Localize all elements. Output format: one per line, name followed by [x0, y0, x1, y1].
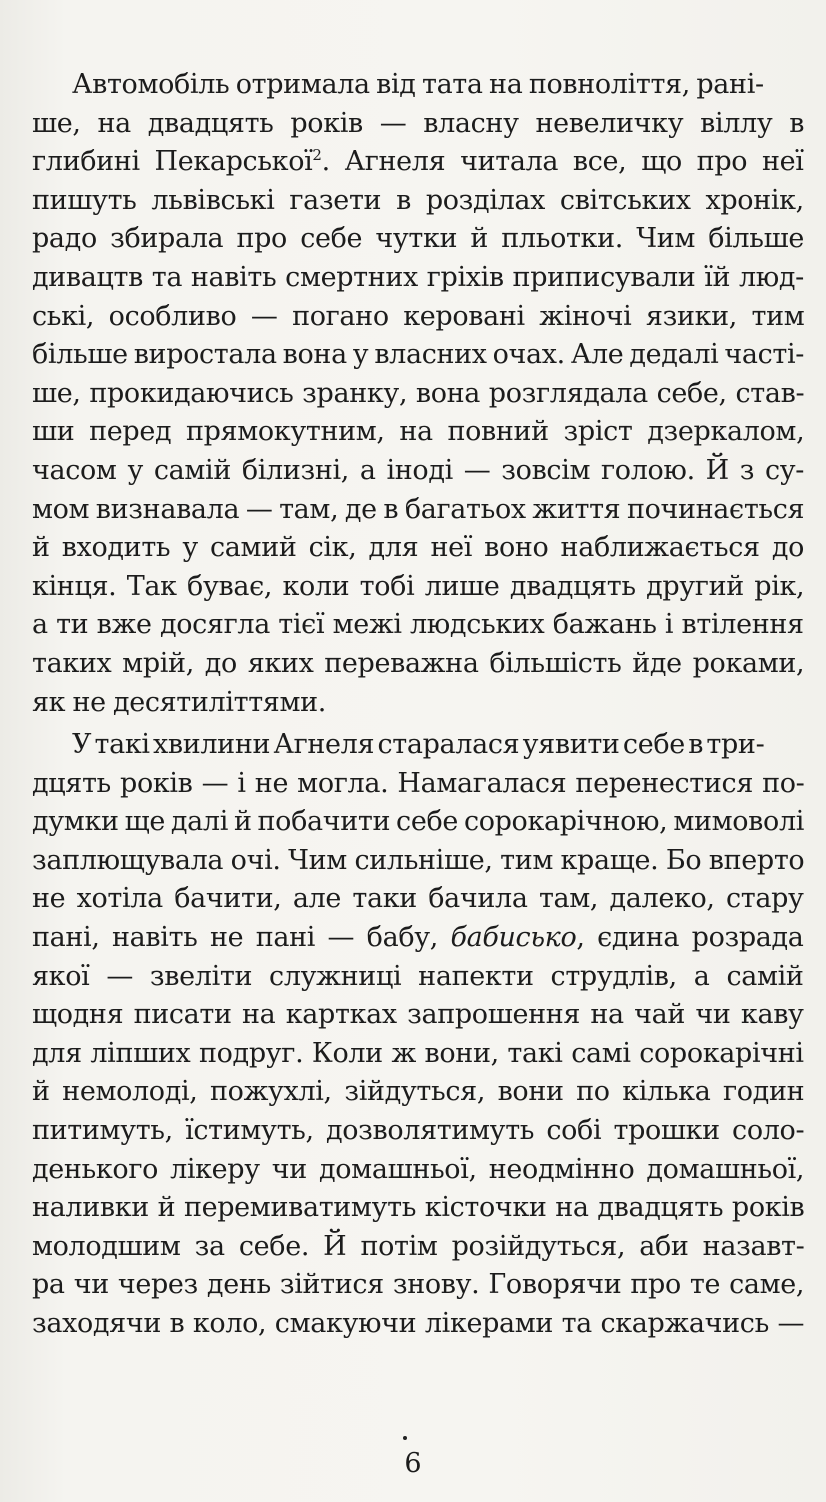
text-line: ши перед прямокутним, на повний зріст дзеркалом,: [32, 416, 805, 448]
text-line: денького лікеру чи домашньої, неодмінно домашньої,: [32, 1153, 805, 1185]
text-line: молодшим за себе. Й потім розійдуться, аби назавт-: [32, 1230, 805, 1262]
text-line: питимуть, їстимуть, дозволятимуть собі трошки соло-: [32, 1115, 805, 1147]
text-line: ські, особливо — погано керовані жіночі язики, тим: [32, 300, 805, 332]
text-line: думки ще далі й побачити себе сорокарічною, мимоволі: [32, 806, 805, 838]
text-fragment: пані, навіть не пані — бабу,: [32, 922, 439, 954]
text-line: не хотіла бачити, але таки бачила там, далеко, стару: [32, 883, 804, 915]
ink-dot: [403, 1436, 407, 1440]
text-fragment: , єдина розрада: [576, 922, 804, 954]
text-line: Автомобіль отримала від тата на повноліття, рані-: [72, 69, 764, 100]
text-line: як не десятиліттями.: [32, 686, 327, 718]
text-line: ше, на двадцять років — власну невеличку віллу в: [32, 107, 805, 139]
text-line: наливки й перемиватимуть кісточки на двадцять років: [32, 1192, 805, 1224]
italic-word: бабисько: [450, 922, 577, 954]
text-line: заплющувала очі. Чим сильніше, тим краще. Бо вперто: [32, 844, 805, 876]
text-line: ше, прокидаючись зранку, вона розглядала себе, став-: [32, 377, 805, 409]
text-line: таких мрій, до яких переважна більшість йде роками,: [32, 647, 805, 679]
text-line: пишуть львівські газети в розділах світських хронік,: [32, 184, 804, 216]
text-fragment: . Агнеля читала все, що про неї: [321, 146, 804, 178]
text-line: й входить у самий сік, для неї воно наближається до: [32, 532, 805, 564]
text-line: [32, 143, 804, 182]
text-line: для ліпших подруг. Коли ж вони, такі самі сорокарічні: [32, 1037, 804, 1069]
text-line: часом у самій білизні, а іноді — зовсім голою. Й з су-: [32, 454, 805, 486]
paragraph-1: [32, 66, 804, 722]
text-line: більше виростала вона у власних очах. Але дедалі часті-: [32, 339, 805, 371]
text-line: У такі хвилини Агнеля старалася уявити себе в три-: [72, 729, 765, 761]
text-line: кінця. Так буває, коли тобі лише двадцять другий рік,: [32, 570, 805, 602]
text-line: дцять років — і не могла. Намагалася перенестися по-: [32, 767, 805, 799]
paragraph-2: [32, 726, 804, 1344]
text-fragment: глибині Пекарської: [32, 146, 313, 178]
body-text: [32, 66, 804, 1344]
text-line: щодня писати на картках запрошення на чай чи каву: [32, 999, 804, 1031]
text-line: ра чи через день зійтися знову. Говорячи про те саме,: [32, 1269, 805, 1301]
text-line: [32, 919, 804, 958]
text-line: мом визнавала — там, де в багатьох життя починається: [32, 493, 805, 525]
text-line: й немолоді, пожухлі, зійдуться, вони по кілька годин: [32, 1076, 805, 1108]
text-line: дивацтв та навіть смертних гріхів приписували їй люд-: [32, 261, 804, 293]
text-line: заходячи в коло, смакуючи лікерами та скаржачись —: [32, 1308, 805, 1339]
text-line: а ти вже досягла тієї межі людських бажань і втілення: [32, 609, 804, 641]
text-line: якої — звеліти служниці напекти струдлів, а самій: [32, 960, 804, 992]
footnote-mark: 2: [312, 146, 322, 165]
text-line: радо збирала про себе чутки й пльотки. Чим більше: [32, 223, 804, 255]
page-number: 6: [404, 1448, 422, 1479]
